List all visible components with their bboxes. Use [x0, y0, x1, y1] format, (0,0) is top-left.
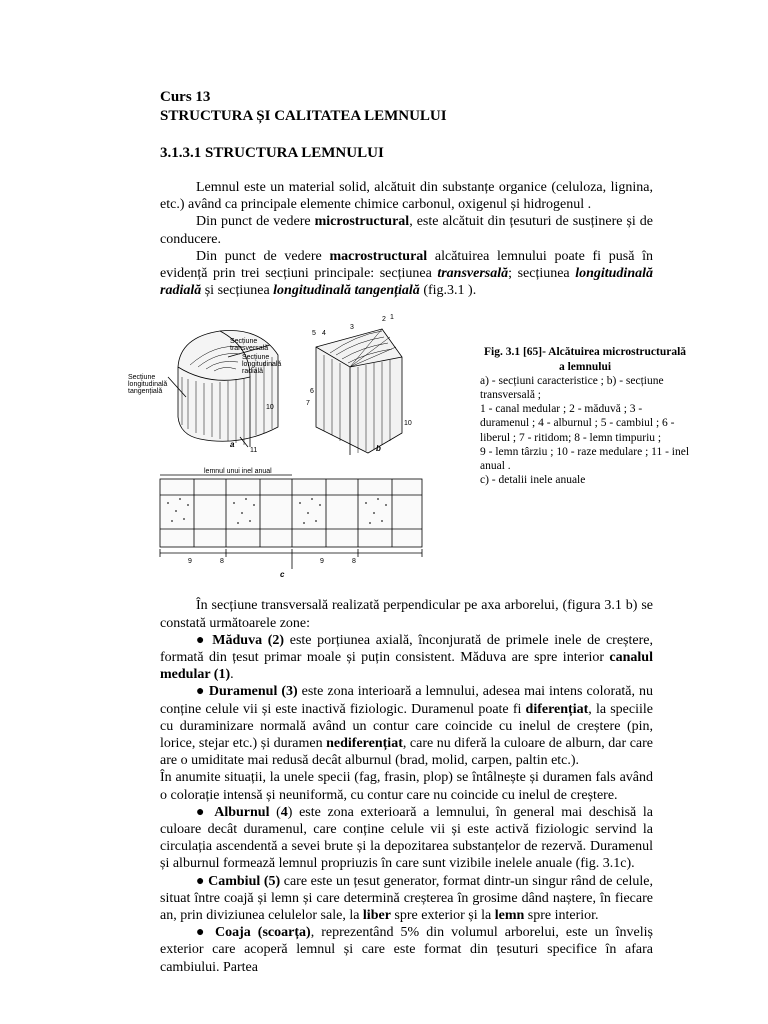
text-run: este porțiunea axială, înconjurată de primele inele de creștere, formată din țesut primar moale și puțin consistent. Măduva are spre interior: [160, 632, 653, 666]
term-liber: liber: [362, 908, 391, 924]
label-4: 4: [322, 330, 326, 338]
paragraph-transverse: În secțiune transversală realizată perpendicular pe axa arborelui, (figura 3.1 b) se constată următoarele zone:: [160, 598, 653, 631]
figure-caption: [480, 345, 690, 487]
course-number: Curs 13: [160, 89, 211, 105]
figure-3-1: [128, 307, 690, 597]
label-sect-tang-3: tangențială: [128, 388, 163, 396]
label-10-b: 10: [404, 420, 412, 428]
term-radial: longitudinală radială: [160, 266, 653, 299]
term-alburn-number: 4: [280, 804, 288, 820]
bullet: ●: [196, 632, 213, 648]
label-sect-rad-3: radială: [242, 368, 264, 376]
text-run: este zona interioară a lemnului, adesea mai intens colorată, nu conține celule vii și este inactivă fiziologic. Duramenul poate fi: [160, 684, 653, 717]
label-sect-rad-1: Secțiune: [242, 354, 270, 362]
wood-structure-illustration: [120, 307, 465, 579]
diagram-c: [160, 475, 422, 569]
document-page: [128, 88, 690, 976]
text-run: .: [230, 667, 234, 683]
text-run: , la speciile cu duraminizare normală având un contur care coincide cu inelul de creștere (pin, lorice, stejar etc.) și duramen: [160, 701, 653, 752]
label-sect-tang-2: longitudinală: [128, 381, 168, 389]
text-run: care este un țesut generator, format dintr-un singur rând de celule, situat între coajă și lemn și care determină creșterea în grosime dând naștere, în fiecare an, prin diviziunea celulelor sale, la: [160, 873, 653, 924]
label-2: 2: [382, 316, 386, 324]
caption-line-2: 1 - canal medular ; 2 - măduvă ; 3 - duramenul ; 4 - alburnul ; 5 - cambiul ; 6 - liberul ; 7 - ritidom; 8 - lemn timpuriu ;: [480, 403, 675, 444]
label-7: 7: [306, 400, 310, 408]
text-run: ; secțiunea: [508, 266, 576, 282]
paragraph-maduva: [160, 632, 653, 684]
text-run: Din punct de vedere: [196, 248, 330, 264]
label-sect-transv-2: transversală: [230, 345, 269, 353]
term-canal-medular: canalul medular (1): [160, 650, 653, 683]
label-b: b: [376, 444, 381, 454]
term-nediferentiat: nediferențiat: [326, 736, 403, 752]
label-10-a: 10: [266, 404, 274, 412]
label-a: a: [230, 440, 235, 450]
text-run: și secțiunea: [201, 283, 274, 299]
text-run: alcătuirea lemnului poate fi pusă în evidență prin trei secțiuni principale: secțiunea: [160, 248, 654, 282]
label-annual-ring: lemnul unui inel anual: [204, 468, 272, 476]
caption-line-3: 9 - lemn târziu ; 10 - raze medulare ; 11 - inel anual .: [480, 445, 690, 473]
bullet: ●: [196, 684, 209, 700]
bullet: ●: [196, 925, 216, 941]
intro-paragraph-3: [160, 248, 653, 300]
text-run: spre exterior și la: [390, 908, 495, 924]
label-8-1: 8: [220, 558, 224, 566]
term-duramen: Duramenul (3): [208, 684, 298, 700]
text-run: ): [287, 804, 293, 820]
text-run: , care nu diferă la culoare de alburn, dar care are o umiditate mai redusă decât alburnul (brad, molid, carpen, paltin etc.).: [160, 736, 654, 769]
label-11-a: 11: [250, 447, 258, 455]
term-coaja: Coaja (scoarța): [215, 925, 311, 941]
term-alburn: Alburnul: [214, 804, 270, 820]
term-diferentiat: diferențiat: [525, 701, 589, 717]
text-run: , este alcătuit din țesuturi de susținere și de conducere.: [160, 214, 653, 247]
term-tangential: longitudinală tangențială: [273, 283, 420, 299]
intro-paragraph-1: Lemnul este un material solid, alcătuit din substanțe organice (celuloza, lignina, etc.) având ca principale elemente chimice carbonul, oxigenul și hidrogenul .: [160, 180, 653, 213]
term-transversal: transversală: [437, 266, 509, 282]
caption-title: Fig. 3.1 [65]- Alcătuirea microstructurală a lemnului: [483, 346, 687, 373]
paragraph-alburn: [160, 804, 653, 873]
term-lemn: lemn: [494, 908, 525, 924]
label-5: 5: [312, 330, 316, 338]
text-run: (: [269, 804, 281, 820]
section-heading: 3.1.3.1 STRUCTURA LEMNULUI: [160, 145, 384, 161]
label-1: 1: [390, 314, 394, 322]
label-9-2: 9: [320, 558, 324, 566]
paragraph-duramen: [160, 683, 653, 769]
bullet: ●: [196, 873, 209, 889]
text-run: , reprezentând 5% din volumul arborelui, este un înveliș exterior care acoperă lemnul și care este format din țesuturi specifice în afara cambiului. Partea: [160, 925, 654, 975]
term-maduva: Măduva (2): [212, 632, 285, 648]
caption-line-1: a) - secțiuni caracteristice ; b) - secțiune transversală ;: [480, 374, 664, 402]
label-c: c: [280, 570, 285, 580]
label-6: 6: [310, 388, 314, 396]
label-9-1: 9: [188, 558, 192, 566]
document-title: STRUCTURA ȘI CALITATEA LEMNULUI: [160, 108, 447, 124]
label-sect-transv-1: Secțiune: [230, 338, 258, 346]
term-microstructural: microstructural: [314, 214, 410, 230]
label-3: 3: [350, 324, 354, 332]
label-8-2: 8: [352, 558, 356, 566]
term-cambiu: Cambiul (5): [208, 873, 281, 889]
text-run: (fig.3.1 ).: [419, 283, 477, 299]
diagram-b: [316, 329, 402, 455]
text-run: Din punct de vedere: [196, 214, 315, 230]
caption-line-4: c) - detalii inele anuale: [480, 474, 586, 487]
term-macrostructural: macrostructural: [329, 248, 428, 264]
intro-paragraph-2: [160, 213, 653, 247]
paragraph-cambiu: [160, 873, 653, 925]
paragraph-coaja: [160, 924, 653, 976]
text-run: este zona exterioară a lemnului, în general mai deschisă la culoare decât duramenul, care conține celule vii și este activă fiziologic servind la circulația ascendentă a sevei brute și la depozitarea substanțelor de rezervă. Duramenul și alburnul formează lemnul propriuzis în care sunt vizibile inelele anuale (fig. 3.1c).: [160, 804, 653, 872]
label-sect-tang-1: Secțiune: [128, 374, 156, 382]
paragraph-duramen-fals: În anumite situații, la unele specii (fag, frasin, plop) se întâlnește și duramen fals având o colorație intensă și neuniformă, cu contur care nu coincide cu inelul de creștere.: [160, 770, 653, 803]
label-sect-rad-2: longitudinală: [242, 361, 282, 369]
text-run: spre interior.: [524, 908, 599, 924]
bullet: ●: [196, 804, 215, 820]
